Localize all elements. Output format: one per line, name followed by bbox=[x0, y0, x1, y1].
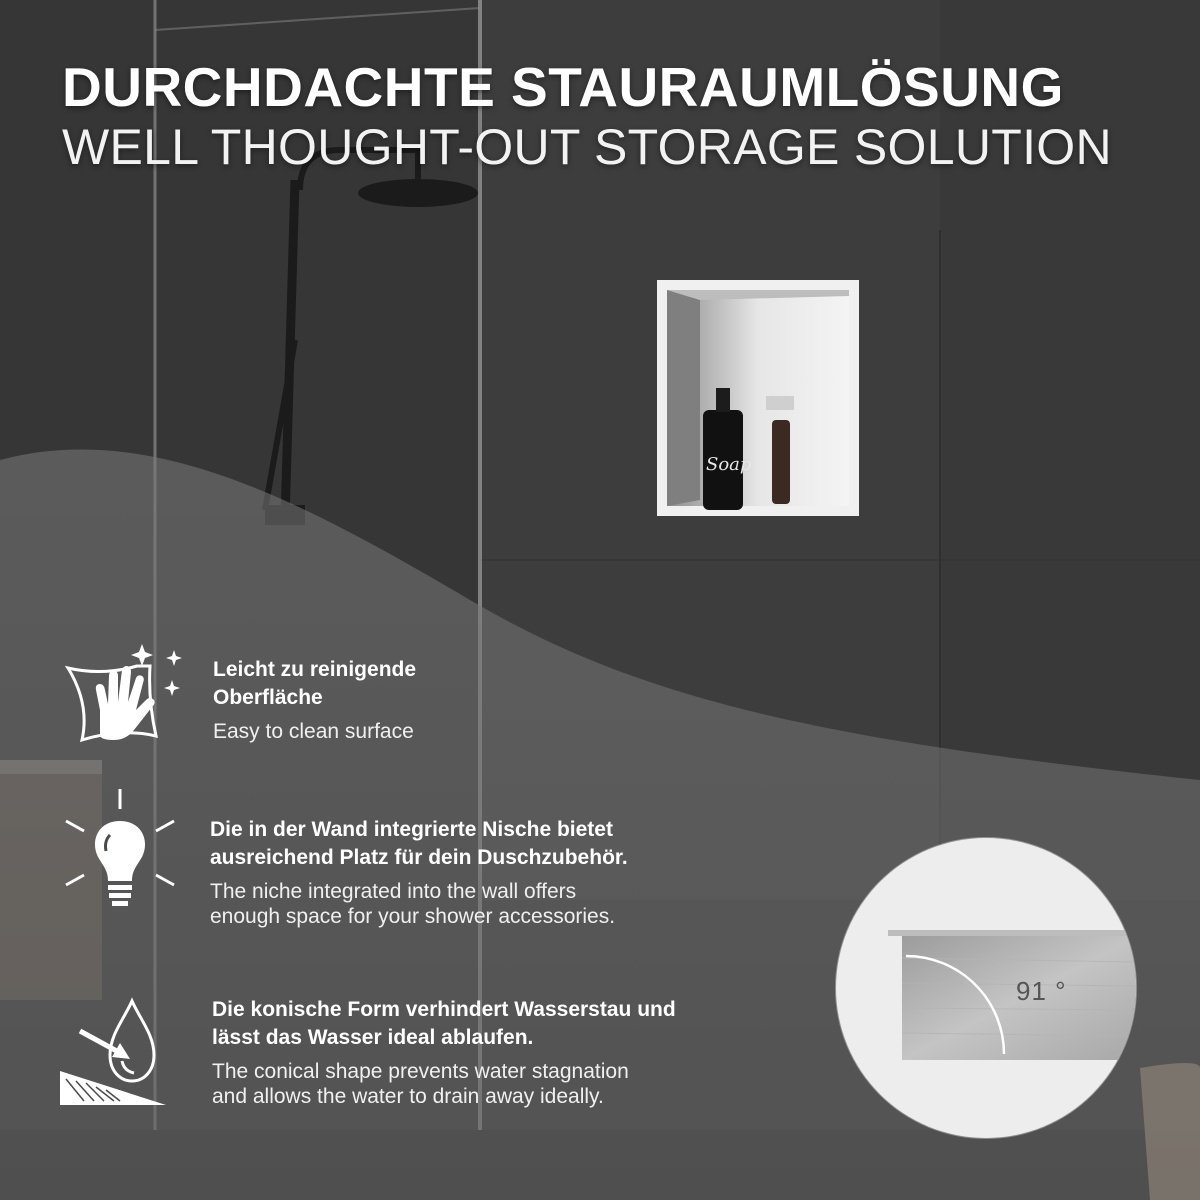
feature-subtext-line: Easy to clean surface bbox=[213, 720, 414, 743]
feature-subtext-line: The niche integrated into the wall offers bbox=[210, 880, 577, 903]
cleaning-cloth-icon bbox=[62, 640, 192, 752]
feature-easy-clean bbox=[213, 655, 416, 745]
feature-heading-line: Leicht zu reinigende bbox=[213, 658, 417, 681]
feature-subtext-line: enough space for your shower accessories. bbox=[210, 905, 616, 928]
feature-heading-line: Oberfläche bbox=[213, 686, 323, 709]
feature-conical-shape bbox=[212, 995, 676, 1110]
title-german: DURCHDACHTE STAURAUMLÖSUNG bbox=[62, 56, 1064, 118]
feature-niche-space bbox=[210, 815, 628, 930]
feature-subtext-line: and allows the water to drain away ideally. bbox=[212, 1085, 604, 1108]
niche-profile-drawing bbox=[836, 838, 1136, 1138]
feature-heading-line: lässt das Wasser ideal ablaufen. bbox=[212, 1026, 534, 1049]
title-english: WELL THOUGHT-OUT STORAGE SOLUTION bbox=[62, 119, 1112, 175]
angle-detail-circle bbox=[836, 838, 1136, 1138]
feature-subtext-line: The conical shape prevents water stagnation bbox=[212, 1060, 629, 1083]
feature-heading-line: ausreichend Platz für dein Duschzubehör. bbox=[210, 846, 628, 869]
light-bulb-icon bbox=[60, 785, 180, 915]
bottle-label: Soap bbox=[706, 454, 752, 475]
feature-heading-line: Die in der Wand integrierte Nische bietet bbox=[210, 818, 613, 841]
feature-heading-line: Die konische Form verhindert Wasserstau und bbox=[212, 998, 676, 1021]
angle-label: 91 ° bbox=[1016, 976, 1067, 1006]
water-drain-icon bbox=[58, 995, 173, 1113]
